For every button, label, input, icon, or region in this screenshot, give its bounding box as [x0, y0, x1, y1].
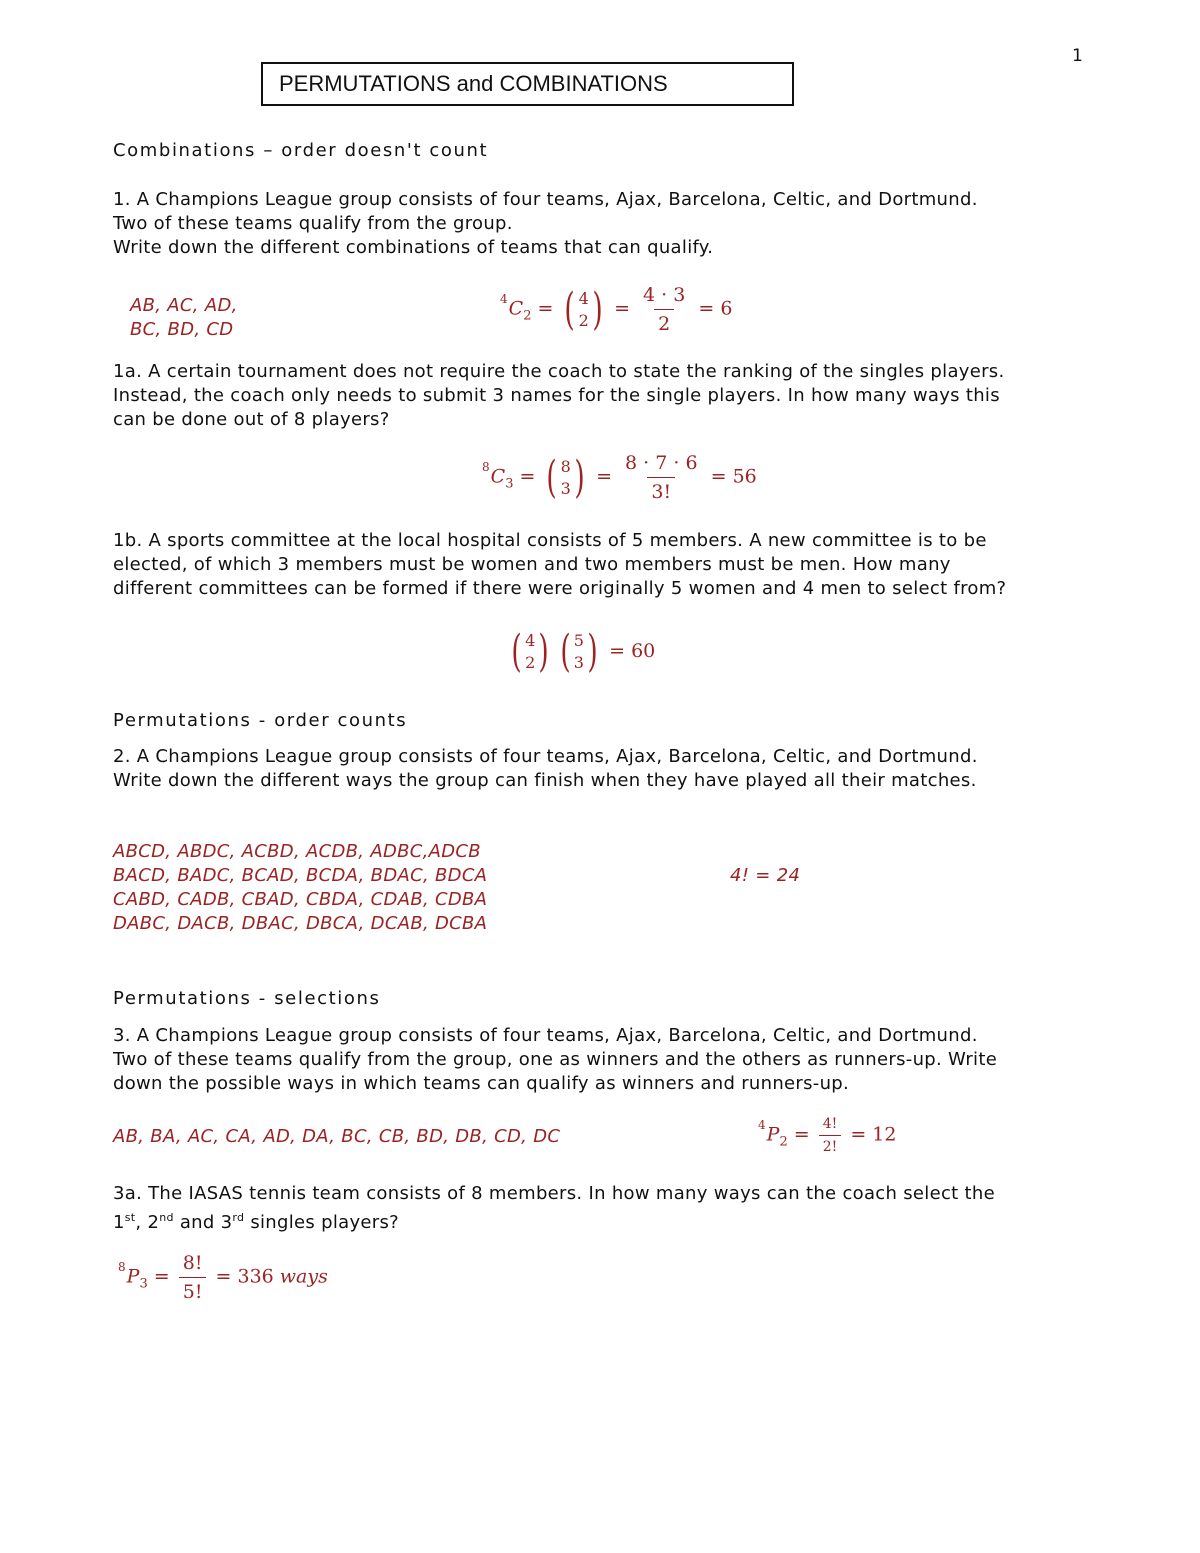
formula-pre-index: 4: [758, 1117, 766, 1132]
numerator: 4!: [822, 1116, 838, 1132]
formula-result: 6: [720, 297, 733, 320]
binom-bottom: 3: [573, 653, 584, 672]
question-line: 2. A Champions League group consists of four teams, Ajax, Barcelona, Celtic, and Dortmund.: [113, 746, 978, 767]
question-line: 1a. A certain tournament does not require the coach to state the ranking of the singles players.: [113, 361, 1005, 382]
denominator: 3!: [647, 477, 675, 503]
question-line: Two of these teams qualify from the group.: [113, 213, 513, 234]
binom-top: 4: [578, 288, 589, 308]
binom-top: 5: [573, 631, 584, 650]
question-line: 3. A Champions League group consists of four teams, Ajax, Barcelona, Celtic, and Dortmund.: [113, 1025, 978, 1046]
binom-bottom: 3: [560, 478, 571, 498]
binom-bottom: 2: [578, 310, 589, 330]
separator: ,: [135, 1212, 148, 1233]
ordinal-suffix: st: [124, 1211, 136, 1224]
formula-result: 12: [872, 1123, 897, 1146]
denominator: 5!: [179, 1277, 207, 1303]
formula-unit: ways: [279, 1265, 328, 1288]
numerator: 8!: [182, 1252, 203, 1274]
answer-line: BC, BD, CD: [130, 319, 234, 340]
question-line: [113, 1206, 1073, 1235]
ordinal-number: 2: [147, 1212, 160, 1233]
question-line: can be done out of 8 players?: [113, 409, 390, 430]
binom-top: 4: [525, 631, 536, 650]
formula-symbol: P: [126, 1265, 140, 1288]
binom-bottom: 2: [525, 653, 536, 672]
question-line: Write down the different ways the group can finish when they have played all their matches.: [113, 770, 977, 791]
binomial: ( 4 2 ): [511, 626, 550, 677]
separator: and: [173, 1212, 221, 1233]
fraction: [621, 452, 702, 503]
answer-line: BACD, BADC, BCAD, BCDA, BDAC, BDCA: [113, 865, 488, 886]
section-heading-permutations-selections: Permutations - selections: [113, 988, 381, 1009]
section-heading-combinations: Combinations – order doesn't count: [113, 140, 489, 161]
answer-line: CABD, CADB, CBAD, CBDA, CDAB, CDBA: [113, 889, 488, 910]
question-line: Two of these teams qualify from the group, one as winners and the others as runners-up. Write: [113, 1049, 998, 1070]
ordinal-number: 1: [113, 1212, 125, 1233]
question-line: 1b. A sports committee at the local hospital consists of 5 members. A new committee is to be: [113, 530, 987, 551]
question-line: different committees can be formed if there were originally 5 women and 4 men to select from?: [113, 578, 1007, 599]
page-number: 1: [1072, 46, 1083, 66]
section-heading-permutations-order: Permutations - order counts: [113, 710, 408, 731]
formula-1: $^4C_2$ = ( 4 2 ) = $\frac{4 \cdot 3}{2}$ = 6: [500, 283, 733, 335]
answer-1: [130, 294, 238, 342]
binom-top: 8: [560, 456, 571, 476]
question-1: [113, 188, 1073, 260]
formula-symbol: C: [490, 465, 506, 488]
formula-sub-index: 2: [779, 1134, 788, 1150]
question-1a: [113, 360, 1073, 432]
formula-pre-index: 4: [500, 291, 508, 306]
answer-line: ABCD, ABDC, ACBD, ACDB, ADBC,ADCB: [113, 841, 481, 862]
numerator: 8 · 7 · 6: [625, 452, 698, 474]
answer-2-result: 4! = 24: [730, 865, 801, 886]
formula-symbol: C: [508, 297, 524, 320]
binomial: ( 8 3 ): [546, 451, 585, 503]
formula-sub-index: 2: [523, 308, 532, 324]
denominator: 2: [654, 309, 674, 335]
question-line: 1. A Champions League group consists of four teams, Ajax, Barcelona, Celtic, and Dortmund.: [113, 189, 978, 210]
fraction: [179, 1252, 207, 1303]
formula-symbol: P: [766, 1123, 780, 1146]
answer-line: DABC, DACB, DBAC, DBCA, DCAB, DCBA: [113, 913, 488, 934]
formula-sub-index: 3: [505, 476, 514, 492]
formula-sub-index: 3: [139, 1276, 148, 1292]
question-1b: [113, 529, 1073, 601]
binomial: ( 5 3 ): [559, 626, 598, 677]
fraction: [819, 1116, 842, 1155]
formula-1a: $^8C_3$ = ( 8 3 ) = $\frac{8 \cdot 7 \cdot 6}{3!}$ = 56: [482, 451, 757, 503]
formula-pre-index: 8: [482, 459, 490, 474]
formula-1b: ( 4 2 ) ( 5 3 ) = 60: [506, 630, 655, 674]
formula-pre-index: 8: [118, 1259, 126, 1274]
question-line: elected, of which 3 members must be women and two members must be men. How many: [113, 554, 951, 575]
formula-result: 336: [237, 1265, 274, 1288]
ordinal-suffix: rd: [232, 1211, 245, 1224]
answer-line: AB, AC, AD,: [130, 295, 238, 316]
denominator: 2!: [819, 1135, 842, 1155]
numerator: 4 · 3: [643, 284, 686, 306]
question-3: [113, 1024, 1073, 1096]
question-line: Instead, the coach only needs to submit 3 names for the single players. In how many ways this: [113, 385, 1000, 406]
binomial: ( 4 2 ): [564, 283, 603, 335]
ordinal-number: 3: [220, 1212, 233, 1233]
question-2: [113, 745, 1073, 793]
question-line: Write down the different combinations of teams that can qualify.: [113, 237, 714, 258]
ordinal-suffix: nd: [159, 1211, 174, 1224]
formula-result: 56: [732, 465, 757, 488]
formula-result: 60: [631, 640, 656, 662]
answer-2: [113, 840, 487, 936]
answer-3: AB, BA, AC, CA, AD, DA, BC, CB, BD, DB, CD, DC: [113, 1126, 561, 1147]
question-3a: [113, 1182, 1073, 1235]
question-tail: singles players?: [244, 1212, 400, 1233]
question-line: 3a. The IASAS tennis team consists of 8 members. In how many ways can the coach select the: [113, 1183, 995, 1204]
fraction: [639, 284, 689, 335]
formula-3: $^4P_2$ = $\frac{4!}{2!}$ = 12: [758, 1116, 897, 1155]
question-line: down the possible ways in which teams can qualify as winners and runners-up.: [113, 1073, 850, 1094]
formula-3a: $^8P_3$ = $\frac{8!}{5!}$ = 336 ways: [118, 1252, 328, 1303]
page-title: PERMUTATIONS and COMBINATIONS: [261, 62, 794, 106]
